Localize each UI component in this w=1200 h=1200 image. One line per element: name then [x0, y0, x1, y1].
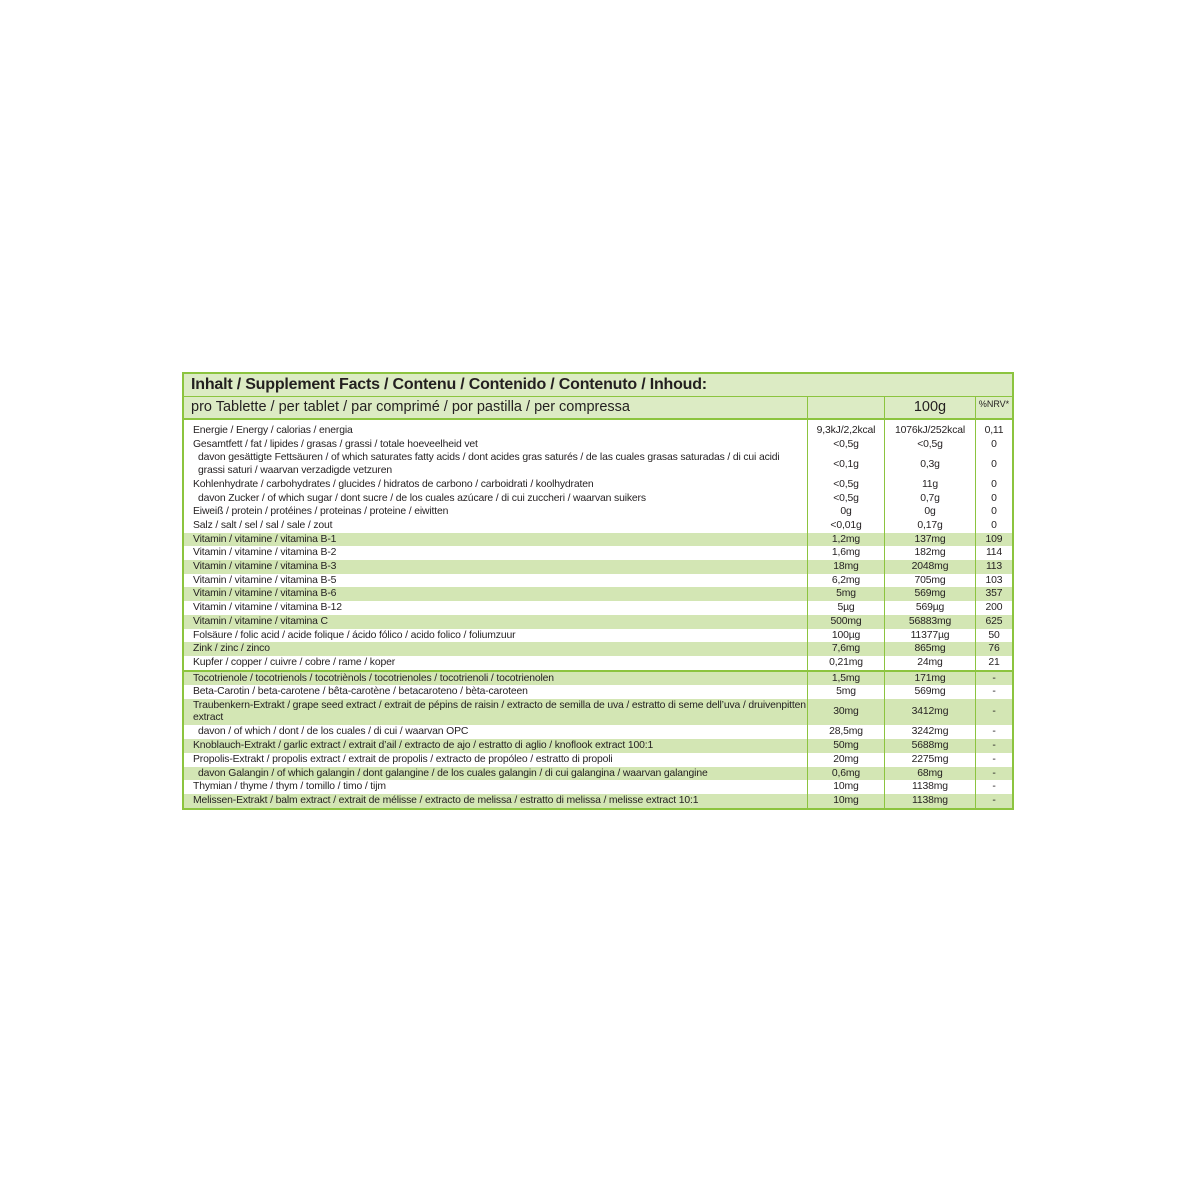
per-tablet-value: 1,6mg	[808, 546, 885, 560]
per-tablet-value: 1,2mg	[808, 533, 885, 547]
nutrient-label: Vitamin / vitamine / vitamina B-5	[184, 574, 808, 588]
nutrient-label: Vitamin / vitamine / vitamina B-3	[184, 560, 808, 574]
per-tablet-value: <0,01g	[808, 519, 885, 533]
nutrient-label: Vitamin / vitamine / vitamina B-2	[184, 546, 808, 560]
nrv-value: -	[992, 706, 996, 718]
table-row	[184, 670, 1012, 686]
nutrient-label: davon / of which / dont / de los cuales / di cui / waarvan OPC	[184, 725, 808, 739]
nutrient-label: Beta-Carotin / beta-carotene / bêta-carotène / betacaroteno / bèta-caroteen	[184, 685, 808, 699]
nrv-value: 21	[988, 656, 1000, 668]
per-tablet-value: <0,5g	[808, 438, 885, 452]
table-row	[184, 560, 1012, 574]
per-tablet-value: 10mg	[808, 780, 885, 794]
per-100g-value: 68mg	[885, 767, 976, 781]
per-tablet-value: <0,1g	[808, 451, 885, 477]
per-tablet-value: 100µg	[808, 629, 885, 643]
nrv-value: -	[992, 726, 996, 738]
table-row	[184, 629, 1012, 643]
table-row	[184, 780, 1012, 794]
per-100g-value: 171mg	[885, 672, 976, 686]
table-header-row	[184, 397, 1012, 420]
per-tablet-value: 20mg	[808, 753, 885, 767]
table-row	[184, 794, 1012, 808]
nutrient-label: Traubenkern-Extrakt / grape seed extract / extrait de pépins de raisin / extracto de semilla de uva / estratto di seme dell’uva / druivenpitten extract	[184, 699, 808, 725]
nrv-value: 0	[991, 519, 997, 531]
per-100g-value: 182mg	[885, 546, 976, 560]
nrv-value: -	[992, 740, 996, 752]
per-100g-value: 24mg	[885, 656, 976, 670]
nutrient-label: Vitamin / vitamine / vitamina B-12	[184, 601, 808, 615]
table-row	[184, 685, 1012, 699]
nrv-value: 357	[985, 588, 1003, 600]
supplement-facts-table	[182, 372, 1014, 810]
per-100g-column-header: 100g	[885, 397, 976, 418]
per-tablet-value: 5mg	[808, 587, 885, 601]
table-row	[184, 533, 1012, 547]
per-100g-value: 569mg	[885, 685, 976, 699]
per-tablet-value: 7,6mg	[808, 642, 885, 656]
per-100g-value: 569µg	[885, 601, 976, 615]
nutrient-label: Knoblauch-Extrakt / garlic extract / extrait d’ail / extracto de ajo / estratto di aglio / knoflook extract 100:1	[184, 739, 808, 753]
per-100g-value: 865mg	[885, 642, 976, 656]
per-100g-value: 11g	[885, 478, 976, 492]
nutrient-label: Kupfer / copper / cuivre / cobre / rame / koper	[184, 656, 808, 670]
table-row	[184, 519, 1012, 533]
per-100g-value: 3412mg	[885, 699, 976, 725]
per-tablet-label: pro Tablette / per tablet / par comprimé / por pastilla / per compressa	[184, 397, 808, 418]
nutrient-label: Melissen-Extrakt / balm extract / extrait de mélisse / extracto de melissa / estratto di melissa / melisse extract 10:1	[184, 794, 808, 808]
per-tablet-value: 18mg	[808, 560, 885, 574]
table-title: Inhalt / Supplement Facts / Contenu / Contenido / Contenuto / Inhoud:	[184, 374, 1012, 397]
nutrient-label: Folsäure / folic acid / acide folique / ácido fólico / acido folico / foliumzuur	[184, 629, 808, 643]
per-100g-value: 11377µg	[885, 629, 976, 643]
per-100g-value: 1138mg	[885, 780, 976, 794]
per-100g-value: <0,5g	[885, 438, 976, 452]
nrv-value: 0	[991, 478, 997, 490]
per-tablet-value: <0,5g	[808, 478, 885, 492]
per-100g-value: 56883mg	[885, 615, 976, 629]
per-100g-value: 2048mg	[885, 560, 976, 574]
nrv-value: 76	[988, 643, 1000, 655]
table-row	[184, 451, 1012, 477]
table-row	[184, 642, 1012, 656]
nrv-value: 50	[988, 629, 1000, 641]
nrv-column-header: %NRV*	[978, 399, 1010, 409]
nrv-value: -	[992, 781, 996, 793]
nutrient-label: Vitamin / vitamine / vitamina B-1	[184, 533, 808, 547]
nrv-value: -	[992, 794, 996, 806]
nrv-value: -	[992, 686, 996, 698]
per-tablet-value: 50mg	[808, 739, 885, 753]
nutrient-label: davon Galangin / of which galangin / dont galangine / de los cuales galangin / di cui galangina / waarvan galangine	[184, 767, 808, 781]
nutrient-label: Vitamin / vitamine / vitamina B-6	[184, 587, 808, 601]
per-100g-value: 705mg	[885, 574, 976, 588]
nutrient-label: Gesamtfett / fat / lipides / grasas / grassi / totale hoeveelheid vet	[184, 438, 808, 452]
per-tablet-value: 0,21mg	[808, 656, 885, 670]
per-100g-value: 0,3g	[885, 451, 976, 477]
per-tablet-column-header	[808, 397, 885, 418]
per-100g-value: 2275mg	[885, 753, 976, 767]
table-row	[184, 492, 1012, 506]
per-100g-value: 0,17g	[885, 519, 976, 533]
table-row	[184, 725, 1012, 739]
per-tablet-value: 28,5mg	[808, 725, 885, 739]
per-100g-value: 3242mg	[885, 725, 976, 739]
per-tablet-value: <0,5g	[808, 492, 885, 506]
nutrient-label: Thymian / thyme / thym / tomillo / timo / tijm	[184, 780, 808, 794]
nrv-value: 114	[985, 547, 1003, 559]
per-tablet-value: 500mg	[808, 615, 885, 629]
nrv-value: 113	[985, 561, 1003, 573]
nrv-value: 109	[985, 533, 1003, 545]
table-row	[184, 574, 1012, 588]
nrv-value: -	[992, 753, 996, 765]
nutrient-label: Propolis-Extrakt / propolis extract / extrait de propolis / extracto de propóleo / estratto di propoli	[184, 753, 808, 767]
nutrient-label: Eiweiß / protein / protéines / proteinas / proteine / eiwitten	[184, 505, 808, 519]
nutrient-label: Salz / salt / sel / sal / sale / zout	[184, 519, 808, 533]
table-row	[184, 424, 1012, 438]
per-100g-value: 1076kJ/252kcal	[885, 424, 976, 438]
table-row	[184, 587, 1012, 601]
per-tablet-value: 9,3kJ/2,2kcal	[808, 424, 885, 438]
per-tablet-value: 1,5mg	[808, 672, 885, 686]
nrv-value: 0	[991, 506, 997, 518]
table-row	[184, 478, 1012, 492]
nutrient-label: Zink / zinc / zinco	[184, 642, 808, 656]
per-100g-value: 569mg	[885, 587, 976, 601]
nutrient-label: davon gesättigte Fettsäuren / of which saturates fatty acids / dont acides gras saturés / de las cuales grasas saturadas / di cui acidi grassi saturi / waarvan verzadigde vetzuren	[184, 451, 808, 477]
table-row	[184, 656, 1012, 670]
per-tablet-value: 30mg	[808, 699, 885, 725]
per-tablet-value: 0,6mg	[808, 767, 885, 781]
table-row	[184, 699, 1012, 725]
nrv-value: -	[992, 672, 996, 684]
nrv-value: 103	[985, 574, 1003, 586]
nrv-value: 0	[991, 458, 997, 470]
nutrient-label: Energie / Energy / calorias / energia	[184, 424, 808, 438]
table-row	[184, 505, 1012, 519]
per-100g-value: 1138mg	[885, 794, 976, 808]
table-row	[184, 438, 1012, 452]
nutrient-label: Tocotrienole / tocotrienols / tocotriènols / tocotrienoles / tocotrienoli / tocotrienolen	[184, 672, 808, 686]
nrv-value: -	[992, 767, 996, 779]
nrv-value: 200	[985, 602, 1003, 614]
table-row	[184, 739, 1012, 753]
per-100g-value: 137mg	[885, 533, 976, 547]
nrv-value: 625	[985, 615, 1003, 627]
table-row	[184, 615, 1012, 629]
table-row	[184, 546, 1012, 560]
per-100g-value: 0g	[885, 505, 976, 519]
nrv-value: 0,11	[984, 425, 1004, 436]
nutrient-label: Kohlenhydrate / carbohydrates / glucides / hidratos de carbono / carboidrati / koolhydraten	[184, 478, 808, 492]
per-tablet-value: 10mg	[808, 794, 885, 808]
per-tablet-value: 6,2mg	[808, 574, 885, 588]
table-row	[184, 767, 1012, 781]
table-row	[184, 601, 1012, 615]
per-tablet-value: 5mg	[808, 685, 885, 699]
per-tablet-value: 5µg	[808, 601, 885, 615]
nrv-value: 0	[991, 492, 997, 504]
nrv-value: 0	[991, 438, 997, 450]
nutrient-label: davon Zucker / of which sugar / dont sucre / de los cuales azúcare / di cui zuccheri / waarvan suikers	[184, 492, 808, 506]
per-tablet-value: 0g	[808, 505, 885, 519]
nutrient-label: Vitamin / vitamine / vitamina C	[184, 615, 808, 629]
per-100g-value: 0,7g	[885, 492, 976, 506]
per-100g-value: 5688mg	[885, 739, 976, 753]
table-row	[184, 753, 1012, 767]
